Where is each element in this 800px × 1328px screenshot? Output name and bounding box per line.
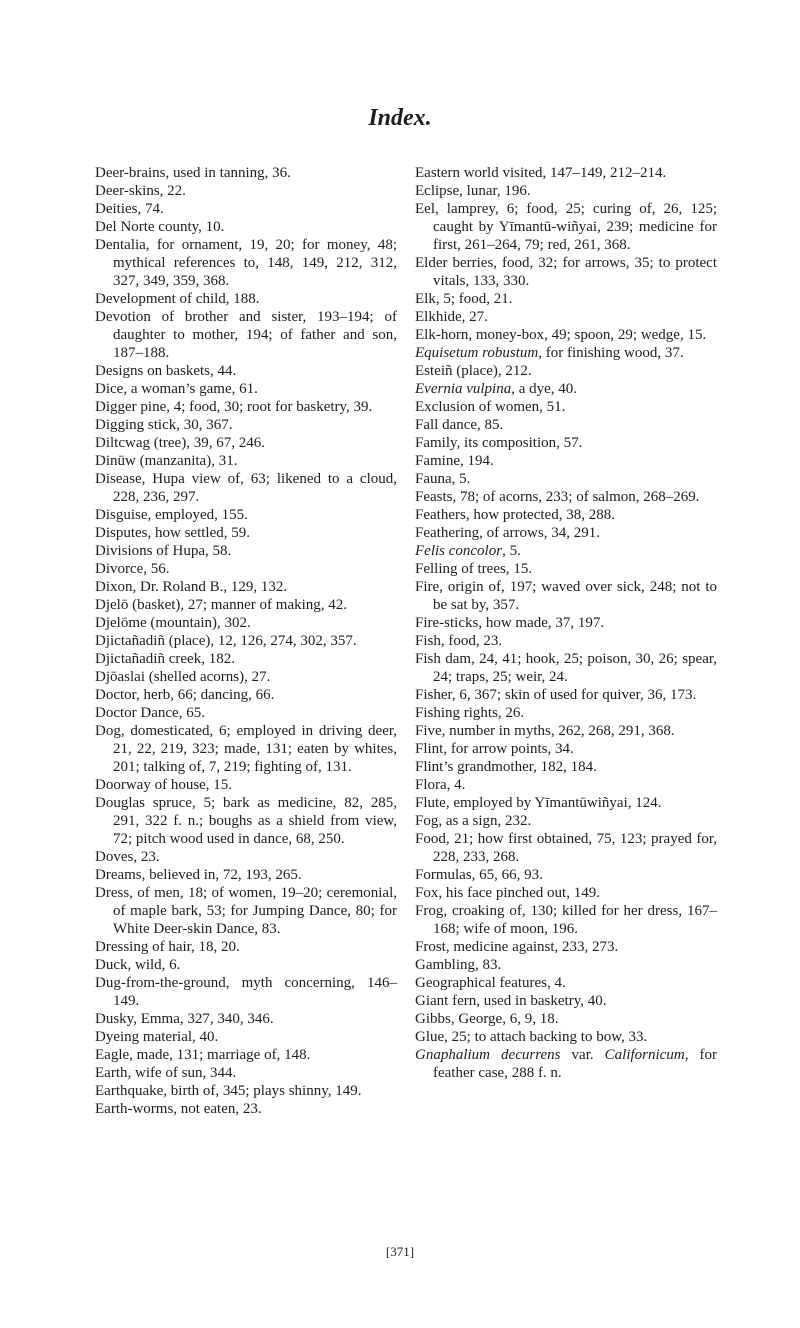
index-entry: Dug-from-the-ground, myth concerning, 146–149. (95, 975, 397, 1009)
index-entry: Digger pine, 4; food, 30; root for basketry, 39. (95, 399, 373, 415)
index-entry: Dyeing material, 40. (95, 1029, 219, 1045)
index-entry: Divisions of Hupa, 58. (95, 543, 232, 559)
index-entry: Fox, his face pinched out, 149. (415, 885, 600, 901)
index-entry: Dentalia, for ornament, 19, 20; for money, 48; mythical references to, 148, 149, 212, 312, 327, 349, 359, 368. (95, 237, 397, 289)
index-entry: Gibbs, George, 6, 9, 18. (415, 1011, 559, 1027)
index-entry: Djōaslai (shelled acorns), 27. (95, 669, 271, 685)
page-number: [371] (385, 1244, 415, 1259)
index-entry: Dreams, believed in, 72, 193, 265. (95, 867, 302, 883)
index-entry: Fauna, 5. (415, 471, 471, 487)
index-entry: Elk, 5; food, 21. (415, 291, 513, 307)
index-entry: Glue, 25; to attach backing to bow, 33. (415, 1029, 648, 1045)
index-entry: Deer-skins, 22. (95, 183, 186, 199)
index-entry: Formulas, 65, 66, 93. (415, 867, 543, 883)
index-entry: Designs on baskets, 44. (95, 363, 237, 379)
index-entry: Fire-sticks, how made, 37, 197. (415, 615, 605, 631)
index-entry: Disguise, employed, 155. (95, 507, 248, 523)
index-entry: Elder berries, food, 32; for arrows, 35; to protect vitals, 133, 330. (415, 255, 717, 289)
index-entry: Giant fern, used in basketry, 40. (415, 993, 607, 1009)
index-entry: Felling of trees, 15. (415, 561, 533, 577)
index-entry: Frost, medicine against, 233, 273. (415, 939, 619, 955)
index-entry: Devotion of brother and sister, 193–194; of daughter to mother, 194; of father and son, 187–188. (95, 309, 397, 361)
index-entry: Doctor, herb, 66; dancing, 66. (95, 687, 275, 703)
index-entry: Deer-brains, used in tanning, 36. (95, 165, 291, 181)
index-entry: Flint’s grandmother, 182, 184. (415, 759, 597, 775)
index-entry: Feathering, of arrows, 34, 291. (415, 525, 600, 541)
index-entry: Frog, croaking of, 130; killed for her dress, 167–168; wife of moon, 196. (415, 903, 717, 937)
index-entry: Djelōme (mountain), 302. (95, 615, 251, 631)
index-entry: Dice, a woman’s game, 61. (95, 381, 258, 397)
index-entry: Gambling, 83. (415, 957, 502, 973)
index-entry: Djictañadiñ (place), 12, 126, 274, 302, 357. (95, 633, 357, 649)
index-entry: Exclusion of women, 51. (415, 399, 566, 415)
index-entry: Development of child, 188. (95, 291, 260, 307)
index-entry: Djictañadiñ creek, 182. (95, 651, 235, 667)
index-entry: Feasts, 78; of acorns, 233; of salmon, 268–269. (415, 489, 700, 505)
index-entry: Disease, Hupa view of, 63; likened to a cloud, 228, 236, 297. (95, 471, 397, 505)
index-entry: Diltcwag (tree), 39, 67, 246. (95, 435, 265, 451)
index-entry: Digging stick, 30, 367. (95, 417, 233, 433)
index-entry: Fall dance, 85. (415, 417, 504, 433)
index-entry: Flint, for arrow points, 34. (415, 741, 574, 757)
index-entry: Dress, of men, 18; of women, 19–20; ceremonial, of maple bark, 53; for Jumping Dance, 80; for White Deer-skin Dance, 83. (95, 885, 397, 937)
index-entry: Fog, as a sign, 232. (415, 813, 532, 829)
index-entry: Djelō (basket), 27; manner of making, 42. (95, 597, 348, 613)
index-entry: Dixon, Dr. Roland B., 129, 132. (95, 579, 288, 595)
index-entry: Geographical features, 4. (415, 975, 566, 991)
index-entry: Dog, domesticated, 6; employed in driving deer, 21, 22, 219, 323; made, 131; eaten by whites, 201; talking of, 7, 219; fighting of, 131. (95, 723, 397, 775)
index-entry: Del Norte county, 10. (95, 219, 225, 235)
index-entry: Five, number in myths, 262, 268, 291, 368. (415, 723, 675, 739)
index-entry: Esteiñ (place), 212. (415, 363, 532, 379)
index-entry: Dressing of hair, 18, 20. (95, 939, 240, 955)
index-entry: Fisher, 6, 367; skin of used for quiver, 36, 173. (415, 687, 697, 703)
index-entry: Elkhide, 27. (415, 309, 488, 325)
index-entry: Douglas spruce, 5; bark as medicine, 82, 285, 291, 322 f. n.; boughs as a shield from view, 72; pitch wood used in dance, 68, 250. (95, 795, 397, 847)
index-column-right (415, 164, 717, 1082)
index-entry: Elk-horn, money-box, 49; spoon, 29; wedge, 15. (415, 327, 707, 343)
index-entry: Famine, 194. (415, 453, 494, 469)
index-entry: Earthquake, birth of, 345; plays shinny, 149. (95, 1083, 362, 1099)
index-entry: Eel, lamprey, 6; food, 25; curing of, 26, 125; caught by Yīmantū-wiñyai, 239; medicine for first, 261–264, 79; red, 261, 368. (415, 201, 717, 253)
index-entry: Family, its composition, 57. (415, 435, 583, 451)
index-entry: Gnaphalium decurrens var. Californicum, for feather case, 288 f. n. (415, 1047, 717, 1081)
index-entry: Fishing rights, 26. (415, 705, 525, 721)
index-column-left (95, 164, 397, 1118)
index-entry: Doctor Dance, 65. (95, 705, 205, 721)
index-entry: Felis concolor, 5. (415, 543, 521, 559)
index-entry: Equisetum robustum, for finishing wood, 37. (415, 345, 684, 361)
index-entry: Fire, origin of, 197; waved over sick, 248; not to be sat by, 357. (415, 579, 717, 613)
index-entry: Eclipse, lunar, 196. (415, 183, 531, 199)
index-entry: Deities, 74. (95, 201, 164, 217)
index-entry: Dinūw (manzanita), 31. (95, 453, 238, 469)
index-entry: Doorway of house, 15. (95, 777, 233, 793)
index-entry: Feathers, how protected, 38, 288. (415, 507, 615, 523)
index-entry: Eagle, made, 131; marriage of, 148. (95, 1047, 311, 1063)
index-entry: Flora, 4. (415, 777, 466, 793)
index-entry: Earth, wife of sun, 344. (95, 1065, 237, 1081)
index-entry: Dusky, Emma, 327, 340, 346. (95, 1011, 274, 1027)
index-entry: Eastern world visited, 147–149, 212–214. (415, 165, 667, 181)
index-entry: Flute, employed by Yīmantūwiñyai, 124. (415, 795, 662, 811)
index-entry: Fish dam, 24, 41; hook, 25; poison, 30, 26; spear, 24; traps, 25; weir, 24. (415, 651, 717, 685)
index-entry: Evernia vulpina, a dye, 40. (415, 381, 578, 397)
index-entry: Disputes, how settled, 59. (95, 525, 250, 541)
index-entry: Fish, food, 23. (415, 633, 503, 649)
index-entry: Earth-worms, not eaten, 23. (95, 1101, 262, 1117)
page-title: Index. (368, 105, 432, 131)
index-entry: Food, 21; how first obtained, 75, 123; prayed for, 228, 233, 268. (415, 831, 717, 865)
index-entry: Duck, wild, 6. (95, 957, 181, 973)
index-entry: Divorce, 56. (95, 561, 170, 577)
index-entry: Doves, 23. (95, 849, 160, 865)
